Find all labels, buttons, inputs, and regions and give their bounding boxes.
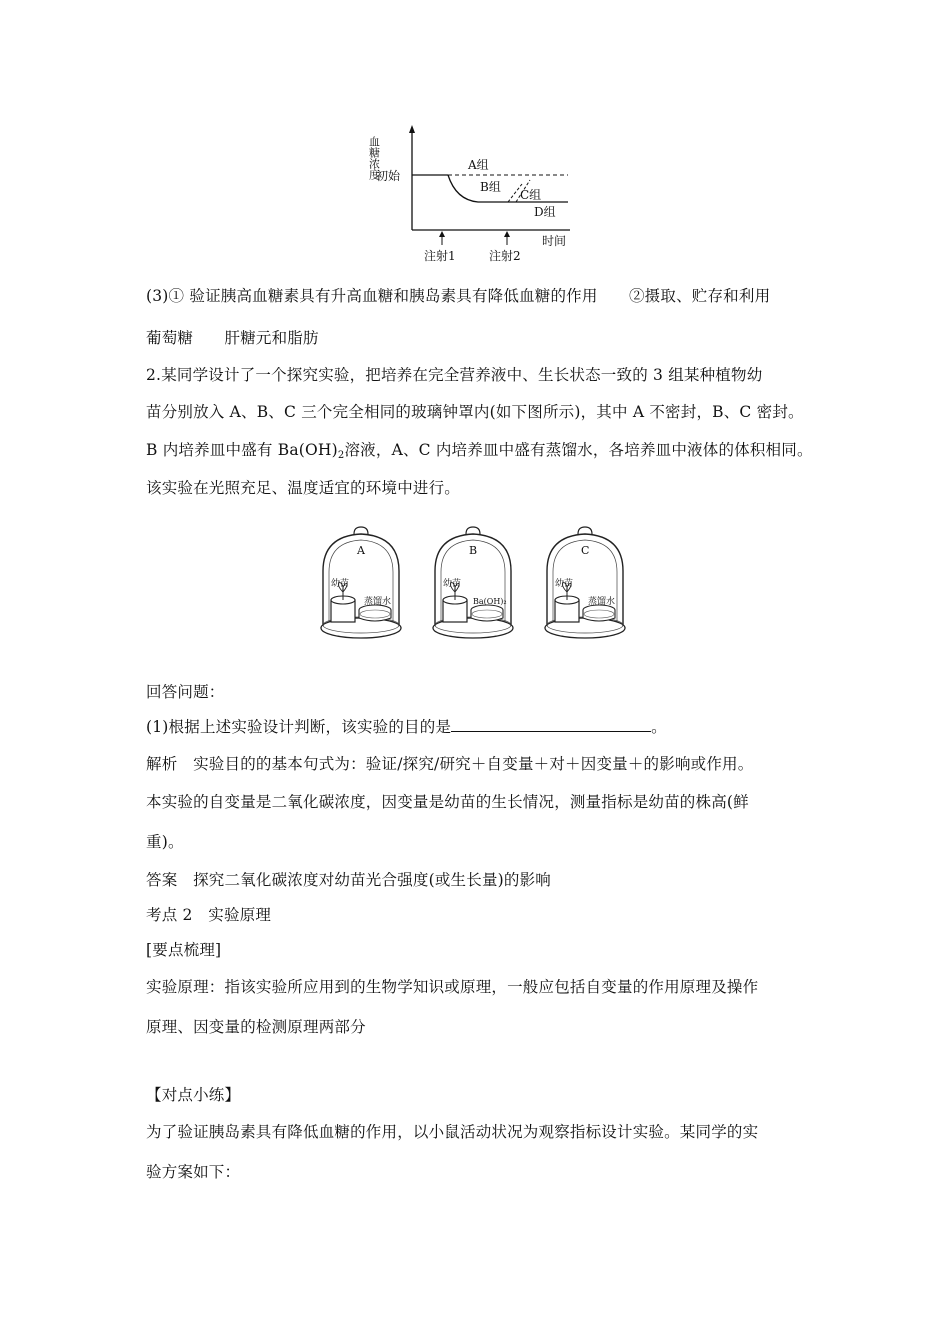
q2-line2: 苗分别放入 A、B、C 三个完全相同的玻璃钟罩内(如下图所示)，其中 A 不密封，B、C 密封。 (146, 403, 804, 421)
x-axis-label: 时间 (542, 234, 567, 248)
inject1-arrow-head (439, 231, 445, 237)
analysis-line2: 本实验的自变量是二氧化碳浓度，因变量是幼苗的生长情况，测量指标是幼苗的株高(鲜 (146, 793, 749, 811)
q1-answer-blank[interactable] (451, 717, 651, 732)
bell-jar-a-plant: 幼苗 (331, 579, 350, 589)
q1-prefix: (1)根据上述实验设计判断，该实验的目的是 (146, 718, 452, 736)
bell-jar-c (545, 527, 625, 638)
bell-jar-b (433, 527, 513, 638)
bell-jar-a-label: A (357, 544, 365, 557)
label-inject2: 注射2 (489, 249, 521, 263)
q1-line (146, 715, 667, 737)
inject2-arrow-head (504, 231, 510, 237)
q2-line4: 该实验在光照充足、温度适宜的环境中进行。 (146, 479, 461, 497)
analysis-line3: 重)。 (146, 833, 184, 851)
y-axis-label: 血糖浓度 (367, 136, 381, 180)
bell-jar-figure (315, 526, 635, 644)
answer-line: 答案 探究二氧化碳浓度对幼苗光合强度(或生长量)的影响 (146, 871, 551, 889)
label-inject1: 注射1 (424, 249, 456, 263)
bell-jar-c-label: C (581, 544, 590, 557)
label-group-a: A组 (468, 158, 489, 172)
line-group-d (448, 175, 568, 202)
q2-line3 (146, 438, 813, 461)
label-group-b: B组 (480, 180, 501, 194)
y-axis-arrow (409, 125, 415, 133)
section-subtitle: [要点梳理] (146, 941, 222, 959)
analysis-line1: 解析 实验目的的基本句式为：验证/探究/研究＋自变量＋对＋因变量＋的影响或作用。 (146, 755, 754, 773)
section-title: 考点 2 实验原理 (146, 906, 272, 924)
bell-jar-a (321, 527, 401, 638)
q2-line3-subscript: 2 (337, 450, 345, 461)
blood-sugar-graph (367, 122, 590, 267)
bell-jar-c-plant: 幼苗 (555, 579, 574, 589)
label-group-d: D组 (534, 205, 556, 219)
bell-jar-c-dish: 蒸馏水 (588, 597, 616, 607)
q2-line3-part-a: B 内培养皿中盛有 Ba(OH) (146, 441, 338, 459)
principle-line1: 实验原理：指该实验所应用到的生物学知识或原理，一般应包括自变量的作用原理及操作 (146, 978, 759, 996)
bell-jar-a-dish: 蒸馏水 (364, 597, 392, 607)
principle-line2: 原理、因变量的检测原理两部分 (146, 1018, 366, 1036)
q3-answer-line2: 葡萄糖 肝糖元和脂肪 (146, 329, 319, 347)
q2-line3-part-b: 溶液，A、C 内培养皿中盛有蒸馏水，各培养皿中液体的体积相同。 (344, 441, 813, 459)
bell-jar-b-plant: 幼苗 (443, 579, 462, 589)
label-group-c: C组 (520, 188, 542, 202)
bell-jar-b-label: B (469, 544, 478, 557)
y-tick-initial: 初始 (376, 169, 401, 183)
bell-jar-b-dish: Ba(OH)₂ (473, 597, 507, 606)
q3-answer-line1: (3)① 验证胰高血糖素具有升高血糖和胰岛素具有降低血糖的作用 ②摄取、贮存和利用 (146, 287, 771, 305)
answer-prompt: 回答问题： (146, 683, 225, 701)
practice-line2: 验方案如下： (146, 1163, 241, 1181)
practice-line1: 为了验证胰岛素具有降低血糖的作用，以小鼠活动状况为观察指标设计实验。某同学的实 (146, 1123, 759, 1141)
q1-suffix: 。 (651, 718, 667, 736)
practice-title: 【对点小练】 (146, 1086, 241, 1104)
q2-line1: 2.某同学设计了一个探究实验，把培养在完全营养液中、生长状态一致的 3 组某种植物幼 (146, 366, 763, 384)
